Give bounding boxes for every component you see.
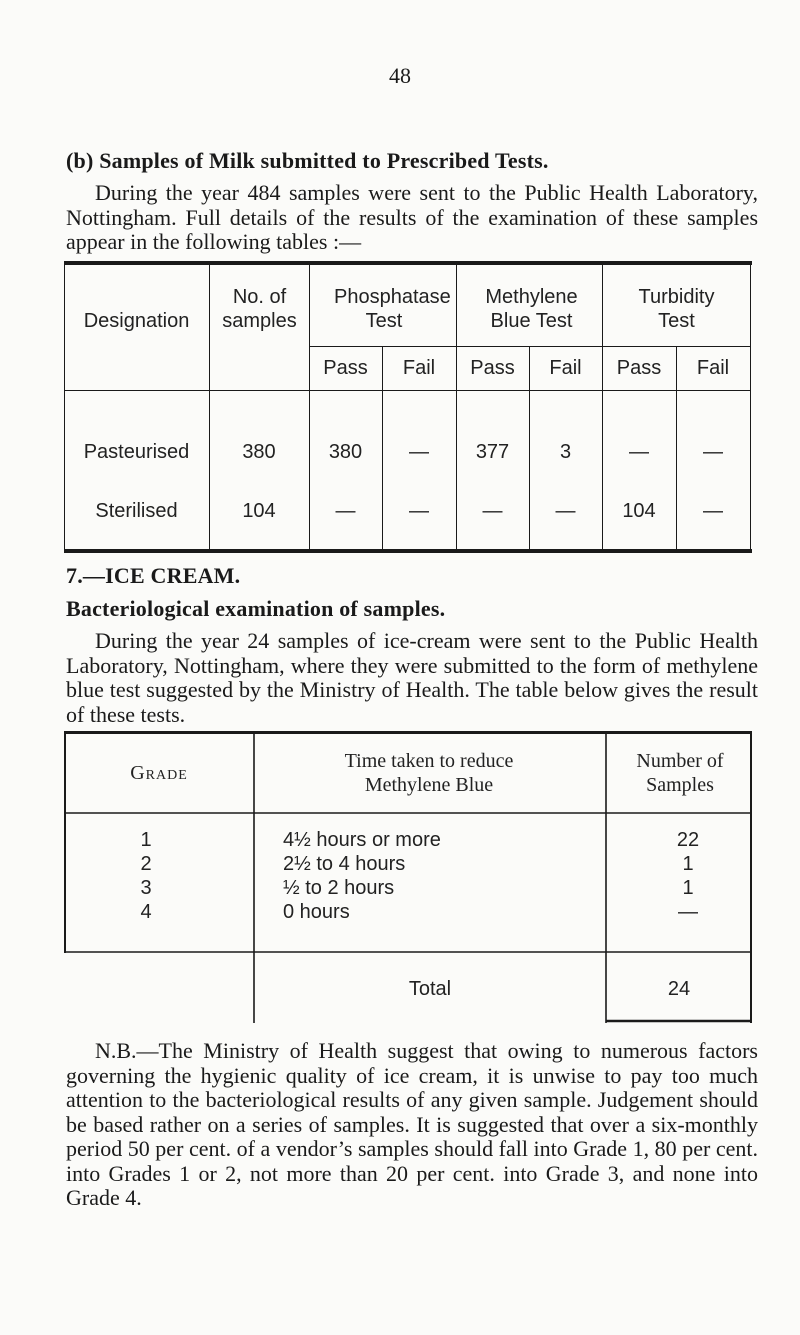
page-number: 48 (389, 63, 411, 88)
row1-turb-pass: — (629, 441, 649, 463)
header-no-of-samples: No. of samples (222, 286, 297, 332)
time-3: ½ to 2 hours (283, 877, 395, 899)
row2-designation: Sterilised (95, 500, 178, 522)
row2-meth-fail: — (555, 500, 576, 522)
header-turbidity: Turbidity Test (638, 286, 715, 332)
time-2: 2½ to 4 hours (283, 853, 406, 875)
header-time-taken: Time taken to reduce Methylene Blue (344, 750, 514, 796)
header-meth-pass: Pass (470, 357, 515, 379)
number-1: 22 (676, 829, 700, 851)
row1-samples: 380 (242, 441, 276, 463)
section-7-intro-text: During the year 24 samples of ice-cream were sent to the Public Health Laboratory, Nottingham, where they were submitted to the form of methylene blue test suggested by the Ministry of Health. The table below gives the result of these tests. (66, 628, 758, 727)
header-meth-fail: Fail (549, 357, 582, 379)
ice-cream-table (64, 731, 752, 1023)
section-7-intro (66, 629, 758, 727)
note-text: N.B.—The Ministry of Health suggest that owing to numerous factors governing the hygienic quality of ice cream, it is unwise to pay too much attention to the bacteriological results of any given sample. Judgement should be based rather on a series of samples. It is suggested that over a six-monthly period 50 per cent. of a vendor’s samples should fall into Grade 1, 80 per cent. into Grades 1 or 2, not more than 20 per cent. into Grade 3, and none into Grade 4. (66, 1038, 758, 1210)
note-block (66, 1039, 758, 1211)
time-4: 0 hours (283, 901, 350, 923)
header-phos-fail: Fail (402, 357, 436, 379)
grade-1: 1 (140, 829, 152, 851)
section-7-subheading: Bacteriological examination of samples. (66, 596, 446, 621)
header-designation: Designation (83, 310, 190, 332)
row2-turb-fail: — (703, 500, 723, 522)
total-value: 24 (667, 978, 691, 1000)
section-7-heading: 7.—ICE CREAM. (66, 563, 241, 588)
number-4: — (678, 901, 698, 923)
section-b-intro (66, 181, 758, 255)
row1-turb-fail: — (703, 441, 723, 463)
header-phos-pass: Pass (323, 357, 368, 379)
row2-meth-pass: — (482, 500, 503, 522)
row1-meth-pass: 377 (475, 441, 510, 463)
header-methylene-blue: Methylene Blue Test (485, 286, 578, 332)
total-label: Total (408, 978, 452, 1000)
row2-turb-pass: 104 (622, 500, 656, 522)
header-phosphatase: Phosphatase Test (334, 286, 451, 332)
row2-samples: 104 (242, 500, 276, 522)
time-1: 4½ hours or more (283, 829, 441, 851)
section-b-heading: (b) Samples of Milk submitted to Prescribed Tests. (66, 148, 549, 173)
row1-phos-pass: 380 (328, 441, 363, 463)
milk-results-table (64, 261, 752, 553)
header-turb-fail: Fail (696, 357, 730, 379)
header-turb-pass: Pass (616, 357, 662, 379)
row1-phos-fail: — (409, 441, 429, 463)
grade-3: 3 (140, 877, 152, 899)
row1-meth-fail: 3 (559, 441, 572, 463)
number-2: 1 (682, 853, 694, 875)
grade-2: 2 (140, 853, 152, 875)
section-b-intro-text: During the year 484 samples were sent to the Public Health Laboratory, Nottingham. Full details of the results of the examination of these samples appear in the following tables :— (66, 180, 758, 254)
grade-4: 4 (140, 901, 152, 923)
row2-phos-fail: — (409, 500, 429, 522)
row2-phos-pass: — (335, 500, 356, 522)
header-number-of-samples: Number of Samples (636, 750, 724, 796)
header-grade: Grade (130, 762, 188, 784)
number-3: 1 (682, 877, 694, 899)
row1-designation: Pasteurised (83, 441, 190, 463)
